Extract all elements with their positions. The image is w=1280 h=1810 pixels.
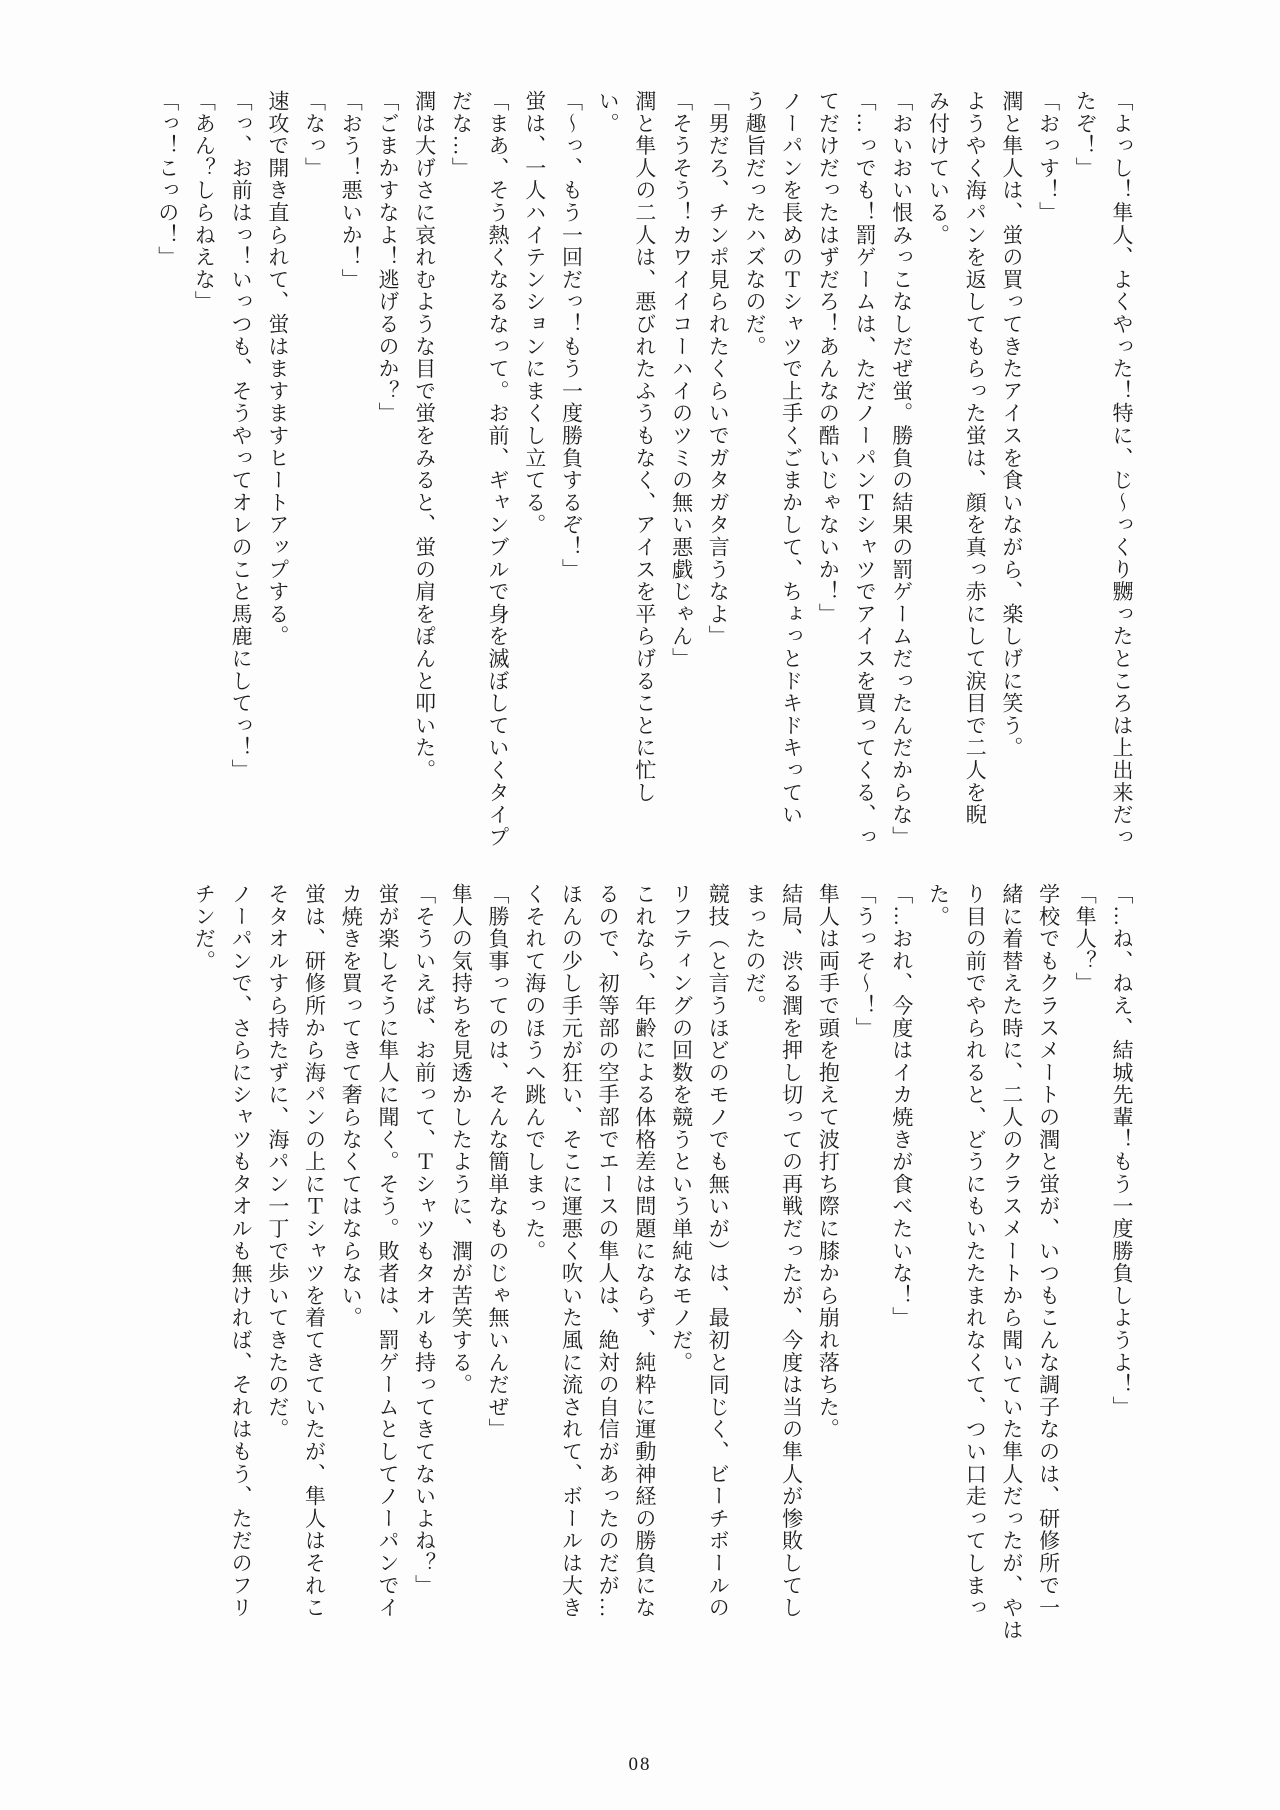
text-line: チンだ。 xyxy=(192,883,217,973)
text-line: 「そういえば、お前って、Ｔシャツもタオルも持ってきてないよね？」 xyxy=(412,883,437,1597)
text-line: まったのだ。 xyxy=(742,883,767,1017)
text-line: た。 xyxy=(926,883,951,928)
text-line: るので、初等部の空手部でエースの隼人は、絶対の自信があったのだが… xyxy=(596,883,621,1619)
text-line: 潤は大げさに哀れむような目で蛍をみると、蛍の肩をぽんと叩いた。 xyxy=(412,90,437,782)
text-line: 「…ね、ねえ、結城先輩！もう一度勝負しようよ！」 xyxy=(1110,883,1134,1419)
text-line: 「なっ」 xyxy=(302,90,327,180)
text-line: 「そうそう！カワイイコーハイのツミの無い悪戯じゃん」 xyxy=(669,90,694,670)
text-line: 潤と隼人の二人は、悪びれたふうもなく、アイスを平らげることに忙し xyxy=(632,90,657,804)
text-line: 蛍が楽しそうに隼人に聞く。そう。敗者は、罰ゲームとしてノーパンでイ xyxy=(375,883,400,1619)
text-line: う趣旨だったハズなのだ。 xyxy=(742,90,767,358)
text-line: そタオルすら持たずに、海パン一丁で歩いてきたのだ。 xyxy=(265,883,290,1441)
text-line: 「…っでも！罰ゲームは、ただノーパンＴシャツでアイスを買ってくる、っ xyxy=(853,90,878,849)
text-line: 緒に着替えた時に、二人のクラスメートから聞いていた隼人だったが、やは xyxy=(999,883,1024,1642)
text-line: 結局、渋る潤を押し切っての再戦だったが、今度は当の隼人が惨敗してし xyxy=(779,883,804,1619)
text-line: 「っ、お前はっ！いっつも、そうやってオレのこと馬鹿にしてっ！」 xyxy=(229,90,254,782)
text-line: り目の前でやられると、どうにもいたたまれなくて、つい口走ってしまっ xyxy=(963,883,988,1619)
text-line: 蛍は、一人ハイテンションにまくし立てる。 xyxy=(522,90,547,536)
text-line: リフティングの回数を競うという単純なモノだ。 xyxy=(669,883,694,1374)
text-line: くそれて海のほうへ跳んでしまった。 xyxy=(522,883,547,1263)
text-line: 「あん？しらねえな」 xyxy=(192,90,217,313)
text-line: 「男だろ、チンポ見られたくらいでガタガタ言うなよ」 xyxy=(706,90,731,648)
text-line: 競技（と言うほどのモノでも無いが）は、最初と同じく、ビーチボールの xyxy=(706,883,731,1619)
text-line: 「勝負事ってのは、そんな簡単なものじゃ無いんだぜ」 xyxy=(486,883,511,1441)
text-line: ようやく海パンを返してもらった蛍は、顔を真っ赤にして涙目で二人を睨 xyxy=(963,90,988,826)
text-line: だな…」 xyxy=(449,90,474,180)
text-line: 「おう！悪いか！」 xyxy=(339,90,364,291)
text-block-top xyxy=(149,90,1140,862)
text-line: 「うっそ～！」 xyxy=(853,883,878,1040)
text-line: 隼人の気持ちを見透かしたように、潤が苦笑する。 xyxy=(449,883,474,1396)
text-line: 「おいおい恨みっこなしだぜ蛍。勝負の結果の罰ゲームだったんだからな」 xyxy=(889,90,914,849)
text-line: み付けている。 xyxy=(926,90,951,247)
text-line: 蛍は、研修所から海パンの上にＴシャツを着てきていたが、隼人はそれこ xyxy=(302,883,327,1619)
text-line: 「よっし！隼人、よくやった！特に、じ～っくり嬲ったところは上出来だっ xyxy=(1110,90,1134,849)
text-line: カ焼きを買ってきて奢らなくてはならない。 xyxy=(339,883,364,1329)
text-line: ノーパンを長めのＴシャツで上手くごまかして、ちょっとドキドキってい xyxy=(779,90,804,826)
text-line: ノーパンで、さらにシャツもタオルも無ければ、それはもう、ただのフリ xyxy=(229,883,254,1619)
text-line: 隼人は両手で頭を抱えて波打ち際に膝から崩れ落ちた。 xyxy=(816,883,841,1441)
page-number: 08 xyxy=(628,1754,652,1775)
text-line: てだけだったはずだろ！あんなの酷いじゃないか！」 xyxy=(816,90,841,626)
text-block-bottom xyxy=(186,883,1140,1655)
text-line: 速攻で開き直られて、蛍はますますヒートアップする。 xyxy=(265,90,290,648)
text-line: 「まあ、そう熱くなるなって。お前、ギャンブルで身を滅ぼしていくタイプ xyxy=(486,90,511,849)
text-line: たぞ！」 xyxy=(1073,90,1098,180)
text-line: これなら、年齢による体格差は問題にならず、純粋に運動神経の勝負にな xyxy=(632,883,657,1619)
text-line: 「っ！こっの！」 xyxy=(155,90,180,269)
text-line: 「おっす！」 xyxy=(1036,90,1061,224)
text-line: 「…おれ、今度はイカ焼きが食べたいな！」 xyxy=(889,883,914,1329)
text-line: 潤と隼人は、蛍の買ってきたアイスを食いながら、楽しげに笑う。 xyxy=(999,90,1024,759)
text-line: い。 xyxy=(596,90,621,135)
text-line: 「～っ、もう一回だっ！もう一度勝負するぞ！」 xyxy=(559,90,584,581)
text-line: 「ごまかすなよ！逃げるのか？」 xyxy=(375,90,400,425)
text-line: 学校でもクラスメートの潤と蛍が、いつもこんな調子なのは、研修所で一 xyxy=(1036,883,1061,1619)
text-line: ほんの少し手元が狂い、そこに運悪く吹いた風に流されて、ボールは大き xyxy=(559,883,584,1619)
text-line: 「隼人？」 xyxy=(1073,883,1098,995)
